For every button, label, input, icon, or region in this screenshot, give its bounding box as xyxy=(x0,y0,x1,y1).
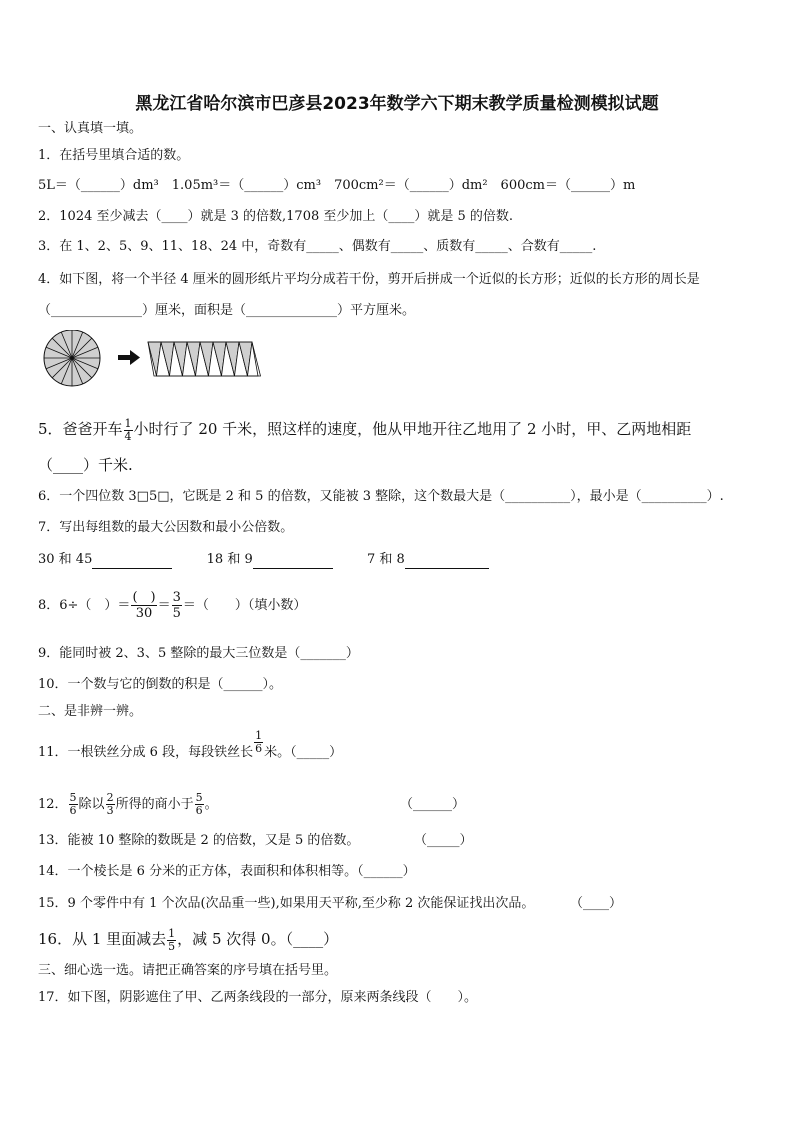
question-4-line1: 4．如下图，将一个半径 4 厘米的圆形纸片平均分成若干份，剪开后拼成一个近似的长方形；近似的长方形的周长是 xyxy=(38,272,700,287)
question-12-blank: （______） xyxy=(400,797,466,812)
fraction: $\frac{1}{5}$ xyxy=(168,927,176,953)
question-10: 10．一个数与它的倒数的积是（______）。 xyxy=(38,677,283,692)
circle-to-rectangle-figure xyxy=(38,330,268,390)
question-15: 15．9 个零件中有 1 个次品(次品重一些),如果用天平称,至少称 2 次能保证找出次品。 xyxy=(38,896,535,911)
fraction: $\frac{1}{6}$ xyxy=(255,729,263,755)
question-3: 3．在 1、2、5、9、11、18、24 中，奇数有_____、偶数有_____、质数有_____、合数有_____. xyxy=(38,239,597,254)
fraction: $\frac{2}{3}$ xyxy=(106,791,114,817)
question-5-line2: （____）千米. xyxy=(38,456,133,474)
question-1-blanks: 5L＝（______）dm³ 1.05m³＝（______）cm³ 700cm²＝（______）dm² 600cm＝（______）m xyxy=(38,178,636,193)
question-13-blank: （_____） xyxy=(414,833,473,848)
question-9: 9．能同时被 2、3、5 整除的最大三位数是（_______） xyxy=(38,646,359,661)
question-2: 2．1024 至少减去（____）就是 3 的倍数,1708 至少加上（____）就是 5 的倍数. xyxy=(38,209,514,224)
fraction: $\frac{5}{6}$ xyxy=(195,791,203,817)
question-13: 13．能被 10 整除的数既是 2 的倍数，又是 5 的倍数。 xyxy=(38,833,360,848)
question-6: 6．一个四位数 3□5□，它既是 2 和 5 的倍数，又能被 3 整除，这个数最大是（__________），最小是（__________）. xyxy=(38,489,724,504)
fraction: $\frac{( )}{30}$ xyxy=(132,590,156,621)
question-12: 12． $\frac{5}{6}$ 除以 $\frac{2}{3}$ 所得的商小于 $\frac{5}{6}$ 。 xyxy=(38,791,218,817)
question-4-line2: （______________）厘米，面积是（______________）平方厘米。 xyxy=(38,303,416,318)
question-7-items: 30 和 45 18 和 9 7 和 8 xyxy=(38,551,489,569)
question-1: 1．在括号里填合适的数。 xyxy=(38,148,190,163)
question-14: 14．一个棱长是 6 分米的正方体，表面积和体积相等。（______） xyxy=(38,864,416,879)
section-heading: 二、是非辨一辨。 xyxy=(38,704,143,719)
fraction: $\frac{5}{6}$ xyxy=(69,791,77,817)
question-16: 16．从 1 里面减去 $\frac{1}{5}$ ，减 5 次得 0。（____） xyxy=(38,927,339,953)
arrow-icon xyxy=(118,350,140,365)
question-15-blank: （____） xyxy=(570,896,623,911)
section-heading: 一、认真填一填。 xyxy=(38,121,143,136)
question-17: 17．如下图，阴影遮住了甲、乙两条线段的一部分，原来两条线段（ ）。 xyxy=(38,990,478,1005)
page-title: 黑龙江省哈尔滨市巴彦县2023年数学六下期末教学质量检测模拟试题 xyxy=(135,94,659,114)
section-heading: 三、细心选一选。请把正确答案的序号填在括号里。 xyxy=(38,963,338,978)
sectored-circle xyxy=(44,330,100,386)
question-8: 8．6÷（ ）＝ $\frac{( )}{30}$ ＝ $\frac{3}{5}$ ＝（ ）（填小数） xyxy=(38,590,307,621)
fraction: $\frac{3}{5}$ xyxy=(172,590,181,621)
question-7: 7．写出每组数的最大公因数和最小公倍数。 xyxy=(38,520,294,535)
approx-rectangle xyxy=(148,342,261,376)
question-5: 5．爸爸开车 $\frac{1}{4}$ 小时行了 20 千米，照这样的速度，他从甲地开往乙地用了 2 小时，甲、乙两地相距 xyxy=(38,417,692,443)
fraction: $\frac{1}{4}$ xyxy=(124,417,132,443)
question-11: 11．一根铁丝分成 6 段，每段铁丝长 $\frac{1}{6}$ 米。（_____） xyxy=(38,729,343,760)
